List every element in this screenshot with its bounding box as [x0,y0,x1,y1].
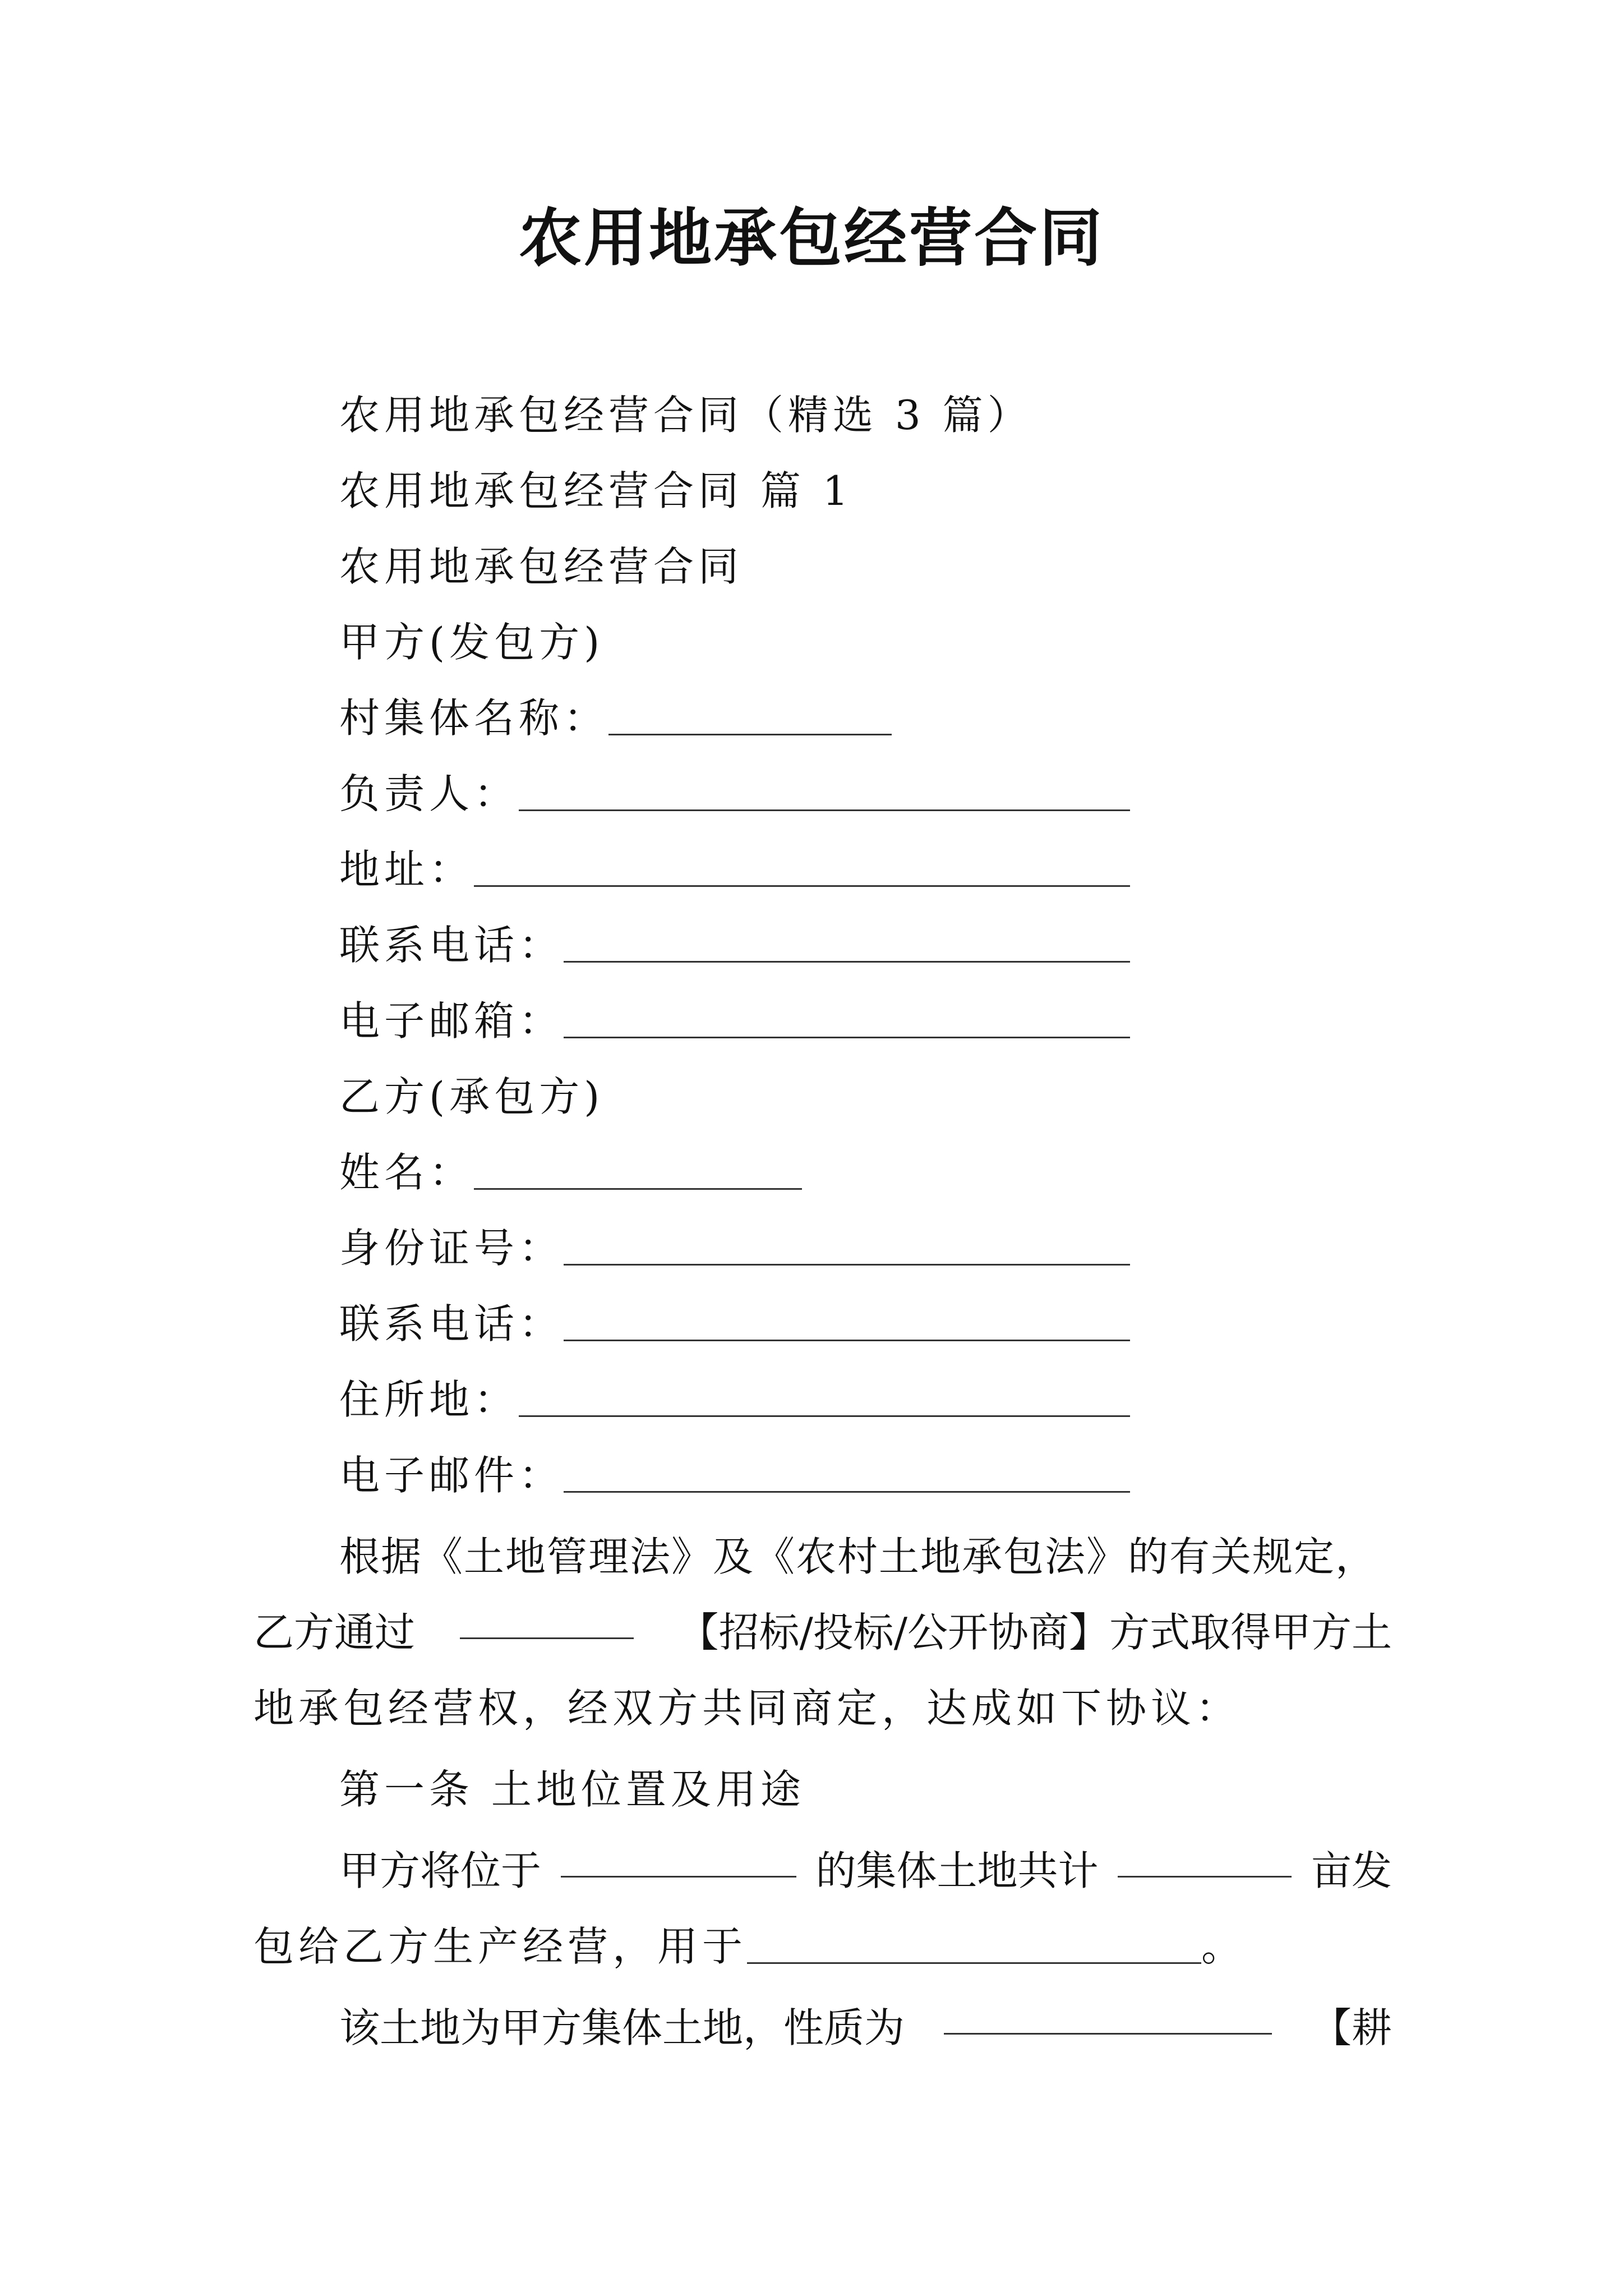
text-segment: 的集体土地共计 [815,1847,1099,1894]
field-label: 联系电话： [339,1300,564,1347]
fill-blank [608,698,892,735]
fill-blank [747,1926,1201,1964]
fill-blank [564,1228,1130,1266]
subtitle-line: 农用地承包经营合同（精选 3 篇） [339,392,1032,439]
address-field [339,839,1478,900]
paragraph-nature-line1 [339,1997,1392,2059]
field-label: 姓名： [339,1149,474,1196]
fill-blank [944,1997,1272,2035]
name-field [339,1142,1478,1203]
text-segment: 【招标/投标/公开协商】方式取得甲方土 [678,1609,1392,1656]
fill-blank [564,1304,1130,1341]
party-b-phone-field [339,1293,1478,1355]
text-segment: 亩发 [1311,1847,1392,1894]
text-segment: 甲方将位于 [339,1847,542,1894]
fill-blank [564,1001,1130,1038]
village-name-field [339,687,1478,749]
article-1-heading: 第一条 土地位置及用途 [339,1766,805,1813]
fill-blank [519,1379,1130,1417]
fill-blank [1118,1840,1292,1878]
section-heading: 农用地承包经营合同 篇 1 [339,467,853,514]
fill-blank [474,1152,802,1190]
party-b-email-field [339,1444,1478,1506]
fill-blank [564,925,1130,963]
text-segment: 包给乙方生产经营，用于 [253,1923,748,1970]
field-label: 联系电话： [339,922,564,969]
paragraph-basis-line3: 地承包经营权，经双方共同商定，达成如下协议： [253,1685,1241,1732]
fill-blank [474,849,1130,887]
text-segment: 。 [1201,1923,1247,1970]
field-label: 身份证号： [339,1225,564,1272]
paragraph-basis-line1: 根据《土地管理法》及《农村土地承包法》的有关规定， [339,1533,1377,1580]
field-label: 电子邮件： [339,1452,564,1499]
fill-blank [561,1840,796,1878]
party-a-heading: 甲方(发包方) [339,619,605,666]
party-a-phone-field [339,914,1478,976]
field-label: 地址： [339,846,474,893]
fill-blank [519,774,1130,811]
id-number-field [339,1217,1478,1279]
paragraph-location-line2 [253,1916,1392,1977]
field-label: 村集体名称： [339,694,609,742]
responsible-person-field [339,763,1478,825]
paragraph-location-line1 [339,1840,1392,1902]
field-label: 电子邮箱： [339,997,564,1045]
paragraph-basis-line2 [253,1602,1392,1663]
text-segment: 该土地为甲方集体土地，性质为 [339,2004,905,2051]
text-segment: 【耕 [1311,2004,1392,2051]
fill-blank [564,1455,1130,1493]
contract-name: 农用地承包经营合同 [339,543,744,590]
party-b-heading: 乙方(承包方) [339,1073,605,1120]
text-segment: 乙方通过 [253,1609,416,1656]
fill-blank [460,1602,634,1639]
field-label: 负责人： [339,770,519,817]
document-title: 农用地承包经营合同 [519,201,1104,275]
party-a-email-field [339,990,1478,1052]
field-label: 住所地： [339,1376,519,1423]
residence-field [339,1369,1478,1430]
